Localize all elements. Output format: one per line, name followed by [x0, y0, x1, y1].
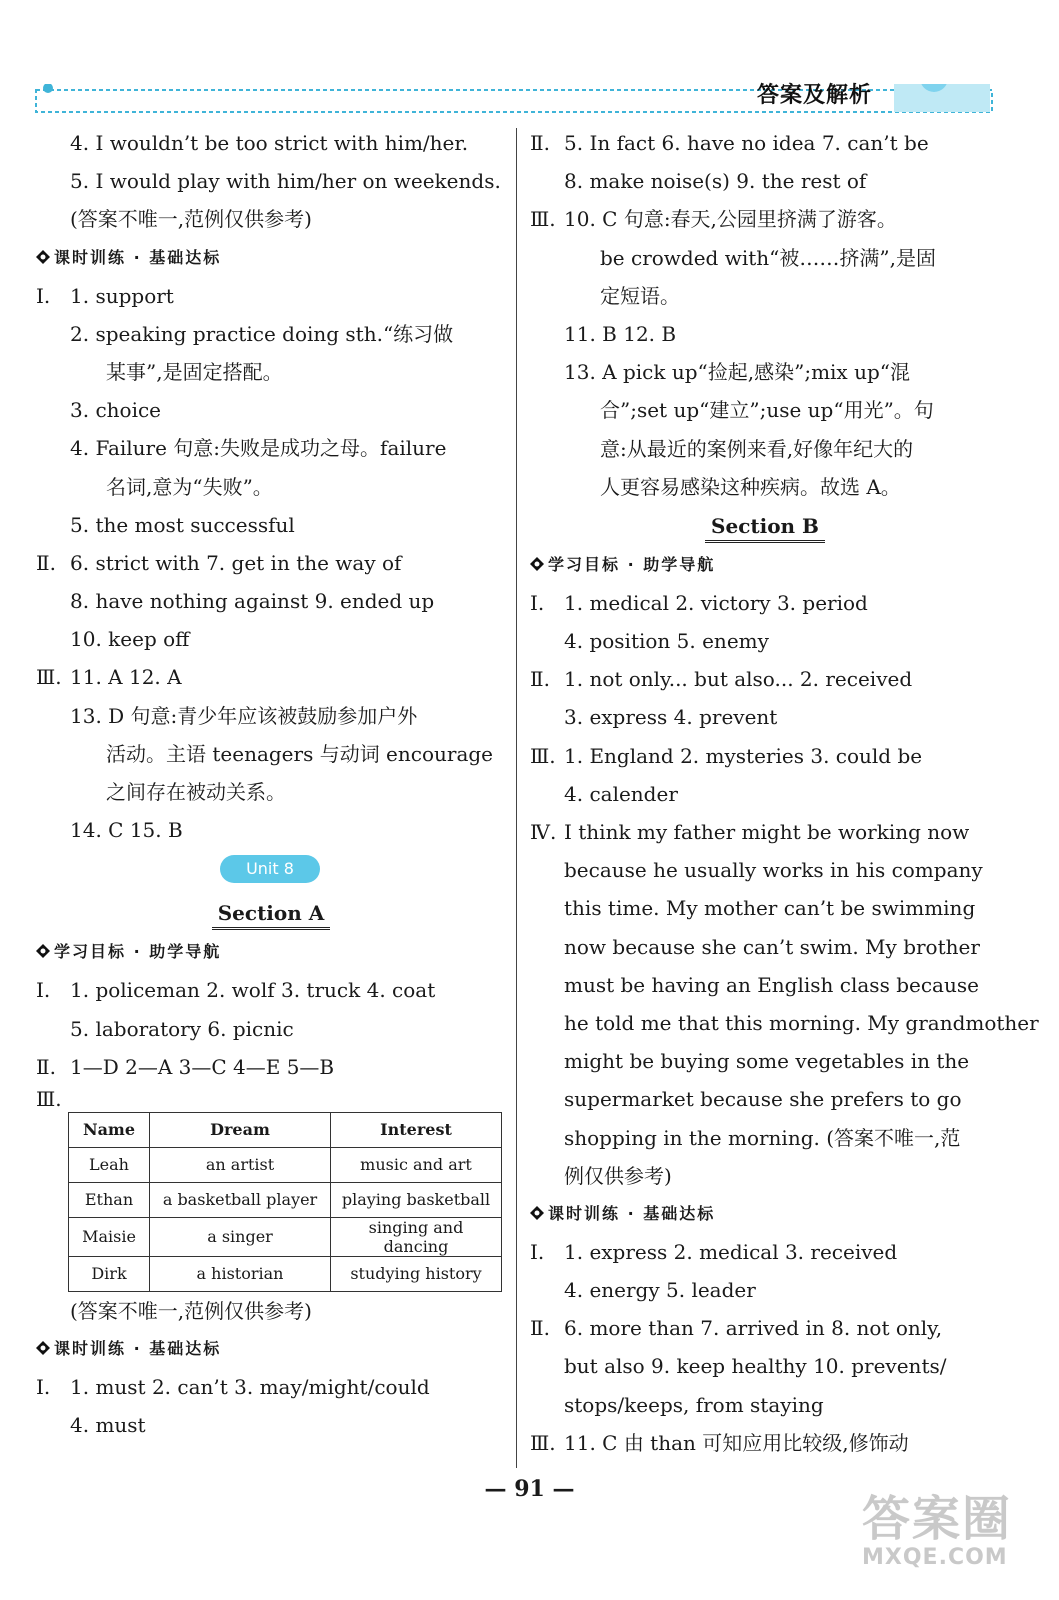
- answer-text: 11. C 由 than 可知应用比较级,修饰动: [564, 1430, 909, 1455]
- roman-numeral: Ⅰ.: [530, 590, 545, 615]
- answer-line: this time. My mother can’t be swimming: [564, 896, 976, 921]
- watermark-cn: 答案圈: [862, 1491, 1013, 1547]
- answer-line: 3. choice: [70, 398, 161, 423]
- table-cell: Leah: [69, 1147, 150, 1182]
- table-header-row: [69, 1112, 502, 1147]
- answer-line: 意:从最近的案例来看,好像年纪大的: [600, 436, 914, 461]
- table-cell: singing and dancing: [331, 1217, 502, 1256]
- answer-line: [530, 1424, 1000, 1462]
- answer-text: 10. C 句意:春天,公园里挤满了游客。: [564, 207, 897, 232]
- page-number: — 91 —: [484, 1476, 575, 1502]
- answer-text: I think my father might be working now: [564, 820, 970, 844]
- section-title: [530, 506, 1000, 546]
- answer-text: 1—D 2—A 3—C 4—E 5—B: [70, 1054, 335, 1079]
- answer-line: 3. express 4. prevent: [564, 705, 778, 730]
- page-header: [34, 40, 1000, 120]
- answer-line: now because she can’t swim. My brother: [564, 934, 980, 959]
- roman-numeral: Ⅱ.: [530, 131, 550, 155]
- answer-line: [530, 200, 1000, 238]
- section-tag-label: 课时训练 · 基础达标: [54, 247, 222, 267]
- note-line: (答案不唯一,范例仅供参考): [70, 1298, 312, 1323]
- answer-line: [36, 544, 506, 582]
- table-cell: music and art: [331, 1147, 502, 1182]
- answer-text: 6. strict with 7. get in the way of: [70, 550, 402, 575]
- answer-line: [36, 1086, 506, 1112]
- section-tag: [530, 546, 1000, 584]
- answer-line: [36, 971, 506, 1009]
- answer-line: 13. A pick up“捡起,感染”;mix up“混: [564, 360, 910, 385]
- diamond-icon: [530, 557, 544, 571]
- answer-line: 例仅供参考): [564, 1163, 672, 1188]
- watermark-en: MXQE.COM: [862, 1545, 1008, 1570]
- answer-line: must be having an English class because: [564, 972, 979, 997]
- answer-text: 1. policeman 2. wolf 3. truck 4. coat: [70, 978, 436, 1003]
- answer-line: 合”;set up“建立”;use up“用光”。句: [600, 398, 934, 423]
- table-cell: Ethan: [69, 1182, 150, 1217]
- roman-numeral: Ⅲ.: [36, 1086, 62, 1111]
- answer-line: shopping in the morning. (答案不唯一,范: [564, 1125, 961, 1150]
- table-header: Dream: [150, 1112, 331, 1147]
- answer-line: 4. position 5. enemy: [564, 629, 769, 654]
- answer-line: be crowded with“被……挤满”,是固: [600, 245, 936, 270]
- table-row: [69, 1182, 502, 1217]
- table-row: [69, 1217, 502, 1256]
- section-title-text: Section B: [705, 514, 825, 543]
- answer-line: [530, 737, 1000, 775]
- answer-text: 1. England 2. mysteries 3. could be: [564, 743, 923, 768]
- section-tag: [530, 1195, 1000, 1233]
- section-tag-label: 课时训练 · 基础达标: [54, 1339, 222, 1359]
- watermark-logo: [862, 1480, 1042, 1590]
- table-cell: an artist: [150, 1147, 331, 1182]
- answer-text: 1. not only... but also... 2. received: [564, 667, 913, 692]
- roman-numeral: Ⅰ.: [36, 283, 51, 308]
- roman-numeral: Ⅱ.: [36, 550, 56, 575]
- section-tag-label: 课时训练 · 基础达标: [548, 1203, 716, 1223]
- roman-numeral: Ⅱ.: [36, 1054, 56, 1079]
- answer-line: 4. energy 5. leader: [564, 1278, 756, 1303]
- answer-line: [530, 813, 1000, 851]
- answer-line: [530, 584, 1000, 622]
- section-tag: [36, 933, 506, 971]
- answer-line: 5. I would play with him/her on weekends.: [70, 169, 501, 194]
- header-title: 答案及解析: [756, 83, 872, 108]
- right-column: [530, 124, 1039, 1462]
- table-cell: a historian: [150, 1256, 331, 1291]
- answer-text: 11. A 12. A: [70, 665, 182, 690]
- answer-line: [530, 1233, 1000, 1271]
- answer-text: 1. must 2. can’t 3. may/might/could: [70, 1375, 430, 1400]
- roman-numeral: Ⅰ.: [36, 1375, 51, 1400]
- column-divider: [516, 128, 517, 1468]
- answer-line: because he usually works in his company: [564, 858, 983, 883]
- answer-line: 11. B 12. B: [564, 321, 677, 346]
- answer-text: 1. express 2. medical 3. received: [564, 1239, 898, 1264]
- answer-line: 人更容易感染这种疾病。故选 A。: [600, 474, 901, 499]
- answer-line: 4. Failure 句意:失败是成功之母。failure: [70, 436, 447, 461]
- answer-line: he told me that this morning. My grandmother: [564, 1010, 1039, 1035]
- section-tag-label: 学习目标 · 助学导航: [54, 942, 222, 962]
- answer-line: but also 9. keep healthy 10. prevents/: [564, 1354, 947, 1379]
- left-column: [36, 124, 506, 1445]
- table-cell: playing basketball: [331, 1182, 502, 1217]
- table-cell: Maisie: [69, 1217, 150, 1256]
- roman-numeral: Ⅳ.: [530, 820, 557, 844]
- roman-numeral: Ⅲ.: [530, 743, 556, 768]
- answer-line: 活动。主语 teenagers 与动词 encourage: [106, 741, 494, 766]
- answer-line: 8. make noise(s) 9. the rest of: [564, 169, 867, 194]
- diamond-icon: [530, 1206, 544, 1220]
- note-line: (答案不唯一,范例仅供参考): [70, 207, 312, 232]
- answer-line: might be buying some vegetables in the: [564, 1049, 970, 1074]
- roman-numeral: Ⅰ.: [530, 1239, 545, 1264]
- answer-text: 5. In fact 6. have no idea 7. can’t be: [564, 131, 929, 155]
- table-cell: a singer: [150, 1217, 331, 1256]
- roman-numeral: Ⅲ.: [530, 207, 556, 232]
- roman-numeral: Ⅲ.: [36, 665, 62, 690]
- section-tag: [36, 1330, 506, 1368]
- roman-numeral: Ⅰ.: [36, 978, 51, 1003]
- answer-table: [68, 1112, 502, 1292]
- answer-line: [530, 124, 1000, 162]
- section-tag-label: 学习目标 · 助学导航: [548, 554, 716, 574]
- answer-text: 1. medical 2. victory 3. period: [564, 590, 868, 615]
- answer-line: 4. I wouldn’t be too strict with him/her.: [70, 131, 469, 155]
- answer-line: [36, 658, 506, 696]
- answer-text: 1. support: [70, 283, 174, 308]
- unit-badge: Unit 8: [220, 855, 320, 883]
- answer-line: [36, 277, 506, 315]
- answer-line: supermarket because she prefers to go: [564, 1087, 962, 1112]
- answer-line: 14. C 15. B: [70, 818, 183, 843]
- table-cell: studying history: [331, 1256, 502, 1291]
- answer-line: 某事”,是固定搭配。: [106, 359, 283, 384]
- answer-line: 10. keep off: [70, 627, 190, 652]
- table-cell: Dirk: [69, 1256, 150, 1291]
- answer-line: 定短语。: [600, 283, 680, 308]
- answer-line: 之间存在被动关系。: [106, 780, 286, 804]
- section-title-text: Section A: [212, 901, 331, 930]
- answer-line: 5. laboratory 6. picnic: [70, 1016, 294, 1041]
- table-cell: a basketball player: [150, 1182, 331, 1217]
- roman-numeral: Ⅱ.: [530, 667, 550, 692]
- table-row: [69, 1147, 502, 1182]
- answer-line: 13. D 句意:青少年应该被鼓励参加户外: [70, 703, 418, 728]
- table-row: [69, 1256, 502, 1291]
- unit-badge-wrap: [36, 849, 506, 893]
- table-header: Interest: [331, 1112, 502, 1147]
- section-tag: [36, 239, 506, 277]
- answer-line: [36, 1368, 506, 1406]
- answer-line: 8. have nothing against 9. ended up: [70, 589, 435, 614]
- section-title: [36, 893, 506, 933]
- diamond-icon: [36, 1341, 50, 1355]
- answer-line: [36, 1048, 506, 1086]
- diamond-icon: [36, 944, 50, 958]
- roman-numeral: Ⅱ.: [530, 1316, 550, 1341]
- answer-line: 2. speaking practice doing sth.“练习做: [70, 321, 454, 346]
- answer-line: 4. calender: [564, 781, 678, 806]
- diamond-icon: [36, 250, 50, 264]
- table-header: Name: [69, 1112, 150, 1147]
- roman-numeral: Ⅲ.: [530, 1430, 556, 1455]
- answer-line: 名词,意为“失败”。: [106, 474, 273, 499]
- answer-line: 4. must: [70, 1413, 146, 1438]
- answer-line: [530, 660, 1000, 698]
- answer-line: [530, 1309, 1000, 1347]
- answer-line: 5. the most successful: [70, 512, 295, 537]
- answer-text: 6. more than 7. arrived in 8. not only,: [564, 1316, 943, 1341]
- answer-line: stops/keeps, from staying: [564, 1392, 824, 1417]
